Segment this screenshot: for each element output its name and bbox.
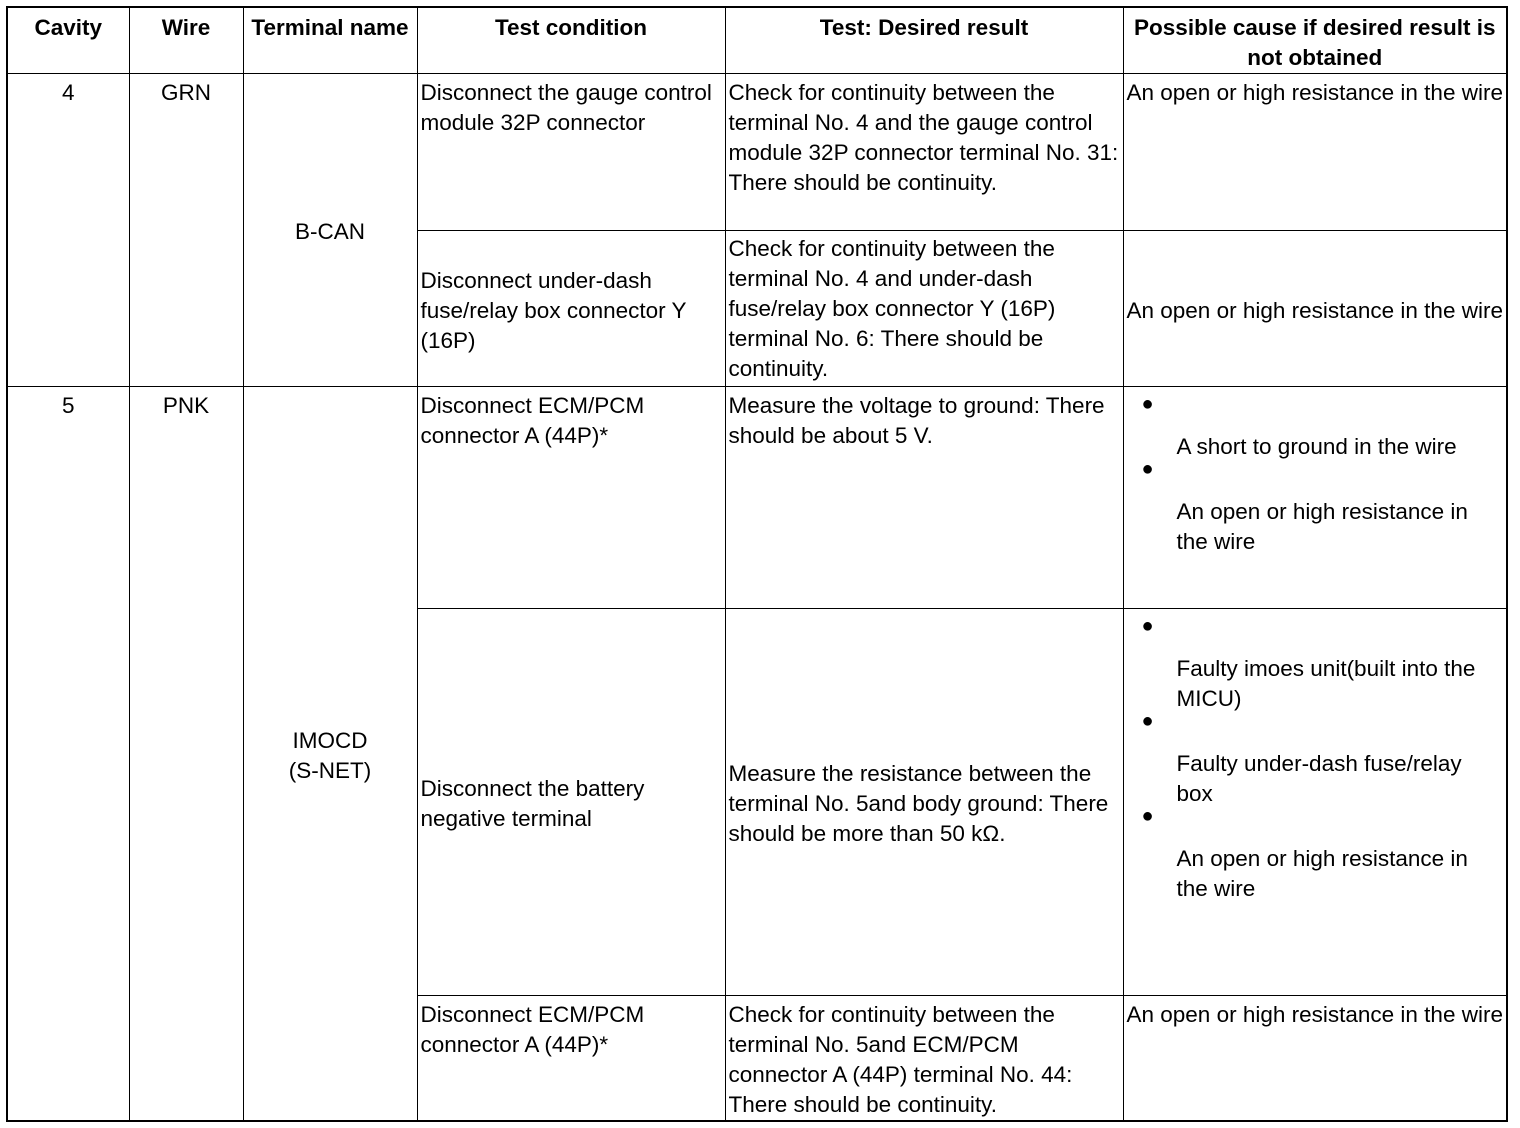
possible-cause-cell <box>1123 387 1507 609</box>
desired-result-cell: Measure the voltage to ground: There should be about 5 V. <box>725 387 1123 609</box>
possible-cause-cell: An open or high resistance in the wire <box>1123 231 1507 387</box>
cause-list <box>1127 387 1504 567</box>
header-row <box>7 7 1507 74</box>
test-condition-cell: Disconnect ECM/PCM connector A (44P)* <box>417 996 725 1122</box>
table-row <box>7 74 1507 231</box>
cause-list-item: ● An open or high resistance in the wire <box>1127 472 1504 567</box>
terminal-name-cell: B-CAN <box>243 74 417 387</box>
cause-list-item: ● An open or high resistance in the wire <box>1127 819 1504 914</box>
wire-cell: GRN <box>129 74 243 387</box>
wire-test-table <box>6 6 1508 1122</box>
header-desired-result: Test: Desired result <box>725 7 1123 74</box>
test-condition-cell: Disconnect the gauge control module 32P connector <box>417 74 725 231</box>
desired-result-cell: Check for continuity between the terminal No. 4 and the gauge control module 32P connector terminal No. 31: There should be continuity. <box>725 74 1123 231</box>
cause-list-item: ● Faulty imoes unit(built into the MICU) <box>1127 609 1504 724</box>
cavity-cell: 4 <box>7 74 129 387</box>
cause-list-item: ● Faulty under-dash fuse/relay box <box>1127 724 1504 819</box>
header-terminal-name: Terminal name <box>243 7 417 74</box>
possible-cause-cell: An open or high resistance in the wire <box>1123 996 1507 1122</box>
desired-result-cell: Check for continuity between the terminal No. 5and ECM/PCM connector A (44P) terminal No. 44: There should be continuity. <box>725 996 1123 1122</box>
header-wire: Wire <box>129 7 243 74</box>
cause-list <box>1127 609 1504 914</box>
test-condition-cell: Disconnect the battery negative terminal <box>417 609 725 996</box>
test-condition-cell: Disconnect under-dash fuse/relay box connector Y (16P) <box>417 231 725 387</box>
header-possible-cause: Possible cause if desired result is not obtained <box>1123 7 1507 74</box>
cause-list-item: ● A short to ground in the wire <box>1127 387 1504 472</box>
table-row <box>7 387 1507 609</box>
header-cavity: Cavity <box>7 7 129 74</box>
test-condition-cell: Disconnect ECM/PCM connector A (44P)* <box>417 387 725 609</box>
desired-result-cell: Measure the resistance between the terminal No. 5and body ground: There should be more than 50 kΩ. <box>725 609 1123 996</box>
terminal-name-cell: IMOCD (S-NET) <box>243 387 417 1122</box>
cavity-cell: 5 <box>7 387 129 1122</box>
possible-cause-cell <box>1123 609 1507 996</box>
wire-cell: PNK <box>129 387 243 1122</box>
possible-cause-cell: An open or high resistance in the wire <box>1123 74 1507 231</box>
desired-result-cell: Check for continuity between the terminal No. 4 and under-dash fuse/relay box connector Y (16P) terminal No. 6: There should be continuity. <box>725 231 1123 387</box>
header-test-condition: Test condition <box>417 7 725 74</box>
